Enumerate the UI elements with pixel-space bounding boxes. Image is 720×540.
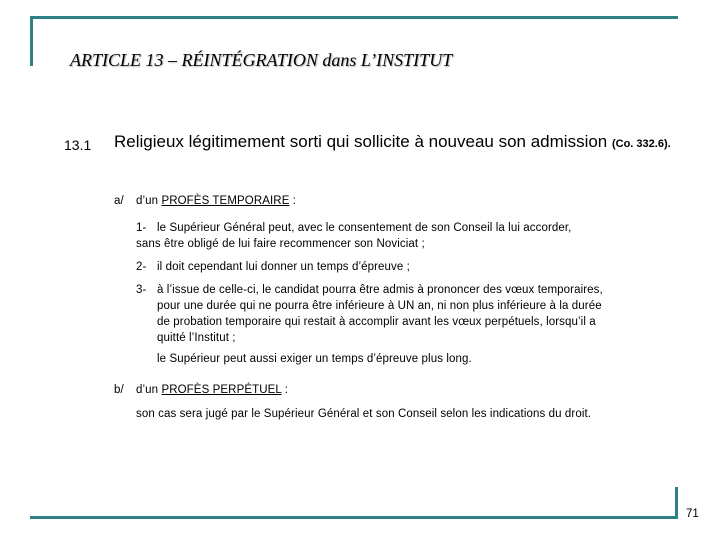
item-a-point3-line3: de probation temporaire qui restait à accomplir avant les vœux perpétuels, lorsqu’il a [157, 316, 596, 328]
item-a-heading [136, 193, 296, 209]
item-a-point2-marker: 2- [136, 261, 147, 273]
item-a-marker: a/ [114, 195, 124, 207]
frame-bottom-rule [30, 516, 678, 519]
item-a-point3-line2: pour une durée qui ne pourra être inférieure à UN an, ni non plus inférieure à la durée [157, 300, 602, 312]
item-b-keyword: PROFÈS PERPÉTUEL [161, 384, 282, 396]
frame-top-rule [30, 16, 678, 19]
item-a-suffix: : [289, 195, 297, 207]
item-b-prefix: d’un [136, 384, 159, 396]
item-a-point3-marker: 3- [136, 284, 147, 296]
item-a-prefix: d’un [136, 195, 159, 207]
frame-left-rule [30, 16, 33, 66]
item-a-point3-line4: quitté l’Institut ; [157, 332, 236, 344]
item-b-heading [136, 382, 288, 398]
item-a-point1-line1: le Supérieur Général peut, avec le consentement de son Conseil la lui accorder, [157, 222, 572, 234]
item-b-suffix: : [281, 384, 289, 396]
section-reference: (Co. 332.6). [611, 138, 671, 150]
item-a-point1-marker: 1- [136, 222, 147, 234]
page-title: ARTICLE 13 – RÉINTÉGRATION dans L’INSTITUT [70, 50, 453, 70]
section-heading [114, 132, 674, 154]
section-number: 13.1 [64, 137, 92, 153]
item-a-point2-text: il doit cependant lui donner un temps d’épreuve ; [157, 261, 410, 273]
frame-right-rule [675, 487, 678, 519]
item-a-note: le Supérieur peut aussi exiger un temps d’épreuve plus long. [157, 353, 472, 365]
item-a-keyword: PROFÈS TEMPORAIRE [161, 195, 290, 207]
page-number: 71 [686, 508, 699, 520]
item-b-marker: b/ [114, 384, 124, 396]
item-b-text: son cas sera jugé par le Supérieur Général et son Conseil selon les indications du droit. [136, 408, 592, 420]
item-a-point3-line1: à l’issue de celle-ci, le candidat pourra être admis à prononcer des vœux temporaires, [157, 284, 603, 296]
item-a-point1-line2: sans être obligé de lui faire recommencer son Noviciat ; [136, 238, 425, 250]
section-heading-text: Religieux légitimement sorti qui sollicite à nouveau son admission [114, 132, 608, 151]
